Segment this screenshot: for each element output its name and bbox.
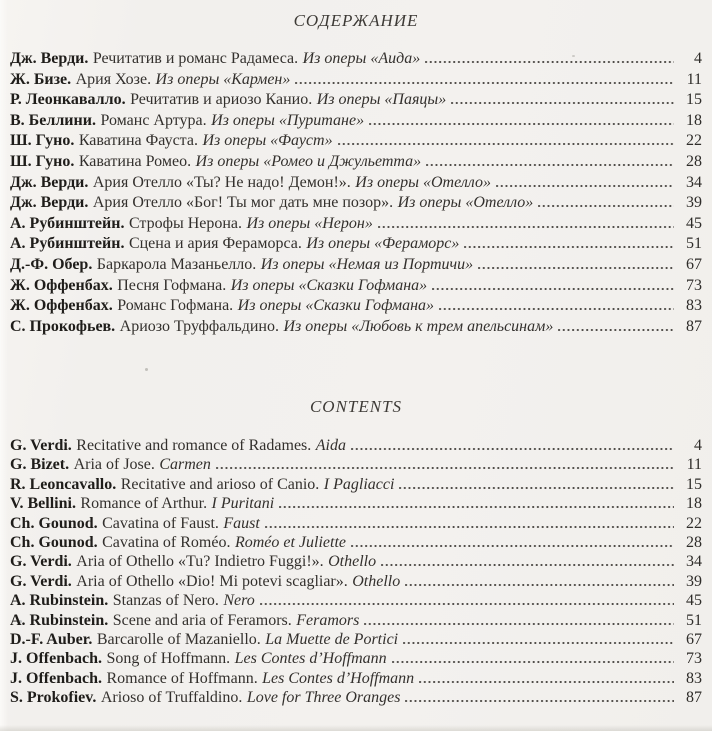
entry-author: J. Offenbach. [10, 669, 102, 687]
entry-author: G. Verdi. [10, 437, 72, 454]
entry-author: G. Bizet. [10, 456, 70, 474]
dot-leader [425, 61, 674, 63]
dot-leader [295, 82, 674, 84]
entry-opera-name: Из оперы «Фераморс» [306, 235, 460, 253]
entry-author: G. Verdi. [10, 572, 72, 590]
toc-entry-row [10, 111, 702, 132]
entry-opera-name: Othello [328, 553, 377, 571]
toc-list-english [10, 436, 702, 708]
dot-leader [378, 226, 674, 228]
dot-leader [419, 681, 674, 683]
scan-speck [145, 368, 148, 371]
toc-entry-row [10, 152, 702, 173]
entry-opera-name: Faust [223, 514, 260, 532]
entry-page-number: 51 [686, 611, 702, 629]
entry-page-number: 11 [686, 456, 702, 474]
entry-author: A. Rubinstein. [10, 592, 109, 610]
entry-work-title: Barcarolle of Mazaniello. [96, 631, 261, 649]
toc-entry-row [10, 669, 702, 688]
entry-page-number: 15 [686, 475, 702, 493]
entry-author: Р. Леонкавалло. [10, 91, 126, 109]
entry-author: А. Рубинштейн. [10, 235, 125, 253]
entry-work-title: Каватина Фауста. [78, 132, 198, 150]
entry-page-number: 18 [686, 495, 702, 513]
entry-opera-name: Les Contes d’Hoffmann [234, 650, 387, 668]
toc-entry-row [10, 475, 702, 494]
dot-leader [558, 329, 674, 331]
section-title-russian: СОДЕРЖАНИЕ [293, 11, 419, 30]
dot-leader [265, 526, 674, 528]
entry-page-number: 45 [686, 592, 702, 610]
entry-work-title: Cavatina of Roméo. [102, 534, 231, 552]
entry-opera-name: Из оперы «Сказки Гофмана» [230, 276, 428, 294]
entry-author: D.-F. Auber. [10, 631, 93, 649]
toc-entry-row [10, 234, 702, 255]
entry-work-title: Aria of Othello «Dio! Mi potevi scagliar». [76, 572, 348, 590]
dot-leader [351, 448, 674, 450]
entry-opera-name: Из оперы «Фауст» [202, 132, 333, 150]
toc-entry-row [10, 455, 702, 474]
entry-page-number: 39 [686, 194, 702, 212]
entry-opera-name: Из оперы «Нерон» [246, 214, 373, 232]
dot-leader [216, 467, 674, 469]
dot-leader [364, 623, 674, 625]
dot-leader [478, 267, 674, 269]
toc-entry-row [10, 193, 702, 214]
entry-author: V. Bellini. [10, 495, 76, 513]
dot-leader [338, 143, 674, 145]
entry-author: Ж. Бизе. [10, 70, 72, 88]
toc-entry-row [10, 649, 702, 668]
entry-page-number: 45 [686, 214, 702, 232]
entry-author: Дж. Верди. [10, 173, 89, 191]
entry-work-title: Строфы Нерона. [128, 214, 243, 232]
entry-opera-name: Из оперы «Немая из Портичи» [260, 255, 474, 273]
toc-entry-row [10, 70, 702, 91]
entry-opera-name: Les Contes d’Hoffmann [262, 669, 415, 687]
dot-leader [403, 642, 674, 644]
entry-page-number: 4 [694, 437, 702, 454]
entry-opera-name: Feramors [296, 611, 360, 629]
toc-section-russian [10, 10, 702, 337]
dot-leader [279, 506, 674, 508]
entry-page-number: 39 [686, 572, 702, 590]
entry-page-number: 87 [686, 317, 702, 335]
entry-author: Д.-Ф. Обер. [10, 255, 93, 273]
entry-opera-name: La Muette de Portici [265, 631, 399, 649]
entry-author: Ch. Gounod. [10, 534, 98, 552]
toc-entry-row [10, 630, 702, 649]
section-title-english: CONTENTS [309, 397, 403, 416]
toc-entry-row [10, 296, 702, 317]
entry-work-title: Cavatina of Faust. [102, 514, 219, 532]
entry-work-title: Ариозо Труффальдино. [119, 317, 279, 335]
dot-leader [399, 487, 674, 489]
toc-entry-row [10, 173, 702, 194]
entry-work-title: Речитатив и ариозо Канио. [130, 91, 313, 109]
entry-work-title: Романс Гофмана. [117, 297, 234, 315]
toc-entry-row [10, 552, 702, 571]
entry-author: S. Prokofiev. [10, 689, 97, 707]
toc-entry-row [10, 514, 702, 533]
entry-page-number: 83 [686, 669, 702, 687]
entry-work-title: Recitative and arioso of Canio. [120, 475, 320, 493]
entry-opera-name: Love for Three Oranges [246, 689, 401, 707]
toc-entry-row [10, 533, 702, 552]
entry-page-number: 4 [694, 50, 702, 67]
entry-opera-name: Roméo et Juliette [234, 534, 347, 552]
entry-work-title: Сцена и ария Фераморса. [128, 235, 302, 253]
entry-work-title: Речитатив и романс Радамеса. [92, 50, 299, 67]
entry-work-title: Arioso of Truffaldino. [100, 689, 243, 707]
entry-work-title: Scene and aria of Feramors. [112, 611, 292, 629]
entry-author: В. Беллини. [10, 111, 96, 129]
entry-opera-name: Carmen [159, 456, 211, 474]
toc-entry-row [10, 436, 702, 455]
dot-leader [405, 584, 674, 586]
entry-author: Дж. Верди. [10, 50, 89, 67]
dot-leader [464, 246, 674, 248]
entry-page-number: 28 [686, 534, 702, 552]
entry-author: А. Рубинштейн. [10, 214, 125, 232]
entry-page-number: 22 [686, 514, 702, 532]
toc-entry-row [10, 276, 702, 297]
entry-author: Ch. Gounod. [10, 514, 98, 532]
entry-page-number: 83 [686, 297, 702, 315]
dot-leader [260, 603, 674, 605]
entry-page-number: 22 [686, 132, 702, 150]
entry-page-number: 18 [686, 111, 702, 129]
entry-work-title: Stanzas of Nero. [112, 592, 219, 610]
entry-author: A. Rubinstein. [10, 611, 109, 629]
entry-page-number: 11 [686, 70, 702, 88]
entry-page-number: 87 [686, 689, 702, 707]
entry-author: J. Offenbach. [10, 650, 102, 668]
entry-work-title: Ария Хозе. [75, 70, 152, 88]
entry-opera-name: Из оперы «Сказки Гофмана» [237, 297, 435, 315]
entry-work-title: Aria of Jose. [73, 456, 155, 474]
toc-entry-row [10, 494, 702, 513]
entry-author: Ж. Оффенбах. [10, 276, 113, 294]
entry-work-title: Aria of Othello «Tu? Indietro Fuggi!». [76, 553, 324, 571]
entry-author: Дж. Верди. [10, 194, 89, 212]
entry-opera-name: Из оперы «Отелло» [355, 173, 491, 191]
dot-leader [538, 205, 674, 207]
entry-page-number: 67 [686, 631, 702, 649]
entry-page-number: 67 [686, 255, 702, 273]
toc-list-russian [10, 49, 702, 337]
entry-opera-name: Из оперы «Кармен» [155, 70, 291, 88]
toc-entry-row [10, 688, 702, 707]
entry-page-number: 73 [686, 276, 702, 294]
entry-author: G. Verdi. [10, 553, 72, 571]
toc-entry-row [10, 214, 702, 235]
entry-work-title: Романс Артура. [100, 111, 207, 129]
entry-page-number: 34 [686, 553, 702, 571]
entry-opera-name: Из оперы «Любовь к трем апельсинам» [283, 317, 554, 335]
entry-opera-name: Из оперы «Ромео и Джульетта» [195, 152, 422, 170]
entry-author: Ш. Гуно. [10, 132, 75, 150]
toc-entry-row [10, 572, 702, 591]
dot-leader [426, 164, 674, 166]
entry-author: С. Прокофьев. [10, 317, 116, 335]
toc-entry-row [10, 317, 702, 338]
toc-entry-row [10, 131, 702, 152]
entry-page-number: 34 [686, 173, 702, 191]
dot-leader [381, 564, 674, 566]
entry-author: R. Leoncavallo. [10, 475, 117, 493]
entry-work-title: Song of Hoffmann. [106, 650, 231, 668]
dot-leader [369, 123, 674, 125]
entry-work-title: Recitative and romance of Radames. [76, 437, 312, 454]
dot-leader [439, 308, 674, 310]
entry-work-title: Песня Гофмана. [117, 276, 227, 294]
toc-entry-row [10, 611, 702, 630]
entry-opera-name: Из оперы «Пуритане» [211, 111, 365, 129]
toc-entry-row [10, 255, 702, 276]
entry-page-number: 28 [686, 152, 702, 170]
entry-page-number: 51 [686, 235, 702, 253]
entry-page-number: 15 [686, 91, 702, 109]
entry-work-title: Ария Отелло «Бог! Ты мог дать мне позор». [92, 194, 394, 212]
entry-opera-name: Othello [352, 572, 401, 590]
toc-entry-row [10, 90, 702, 111]
entry-page-number: 73 [686, 650, 702, 668]
entry-opera-name: Nero [223, 592, 255, 610]
entry-work-title: Romance of Hoffmann. [106, 669, 258, 687]
toc-entry-row [10, 591, 702, 610]
entry-opera-name: I Pagliacci [323, 475, 395, 493]
dot-leader [351, 545, 674, 547]
entry-work-title: Баркарола Мазаньелло. [96, 255, 257, 273]
entry-opera-name: I Puritani [211, 495, 275, 513]
entry-work-title: Romance of Arthur. [80, 495, 208, 513]
toc-section-english [10, 396, 702, 708]
dot-leader [496, 185, 674, 187]
entry-author: Ш. Гуно. [10, 152, 75, 170]
entry-opera-name: Aida [315, 437, 346, 454]
dot-leader [392, 661, 674, 663]
entry-opera-name: Из оперы «Отелло» [397, 194, 534, 212]
toc-entry-row [10, 49, 702, 70]
entry-work-title: Ария Отелло «Ты? Не надо! Демон!». [92, 173, 351, 191]
dot-leader [405, 700, 674, 702]
entry-opera-name: Из оперы «Паяцы» [316, 91, 447, 109]
dot-leader [432, 288, 674, 290]
entry-work-title: Каватина Ромео. [78, 152, 192, 170]
entry-author: Ж. Оффенбах. [10, 297, 113, 315]
entry-opera-name: Из оперы «Аида» [302, 50, 421, 67]
dot-leader [451, 102, 674, 104]
